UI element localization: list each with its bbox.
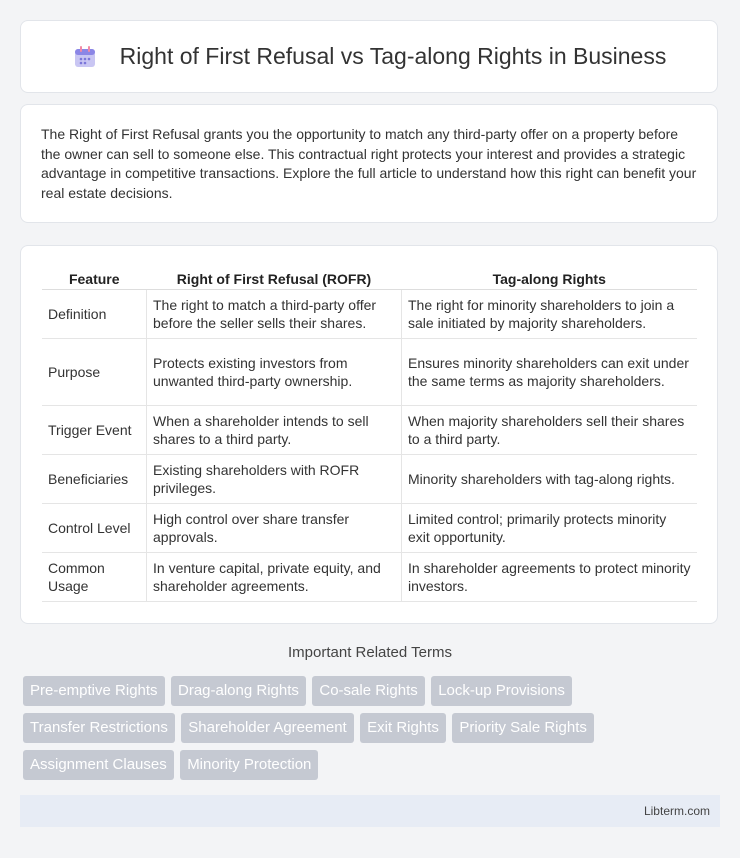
header-card	[20, 20, 718, 93]
calendar-icon	[72, 44, 98, 70]
row-feature: Definition	[42, 290, 147, 339]
row-tag-along: When majority shareholders sell their shares to a third party.	[402, 406, 698, 455]
row-rofr: In venture capital, private equity, and shareholder agreements.	[147, 553, 402, 602]
related-terms-title: Important Related Terms	[288, 644, 452, 661]
tag-lock-up-provisions[interactable]: Lock-up Provisions	[431, 676, 572, 706]
table-row	[42, 339, 697, 406]
related-terms-tags	[23, 676, 703, 787]
row-feature: Purpose	[42, 339, 147, 406]
comparison-table	[42, 266, 697, 602]
table-row	[42, 504, 697, 553]
tag-exit-rights[interactable]: Exit Rights	[360, 713, 446, 743]
header-feature: Feature	[42, 266, 147, 290]
row-tag-along: The right for minority shareholders to join a sale initiated by majority shareholders.	[402, 290, 698, 339]
page-title: Right of First Refusal vs Tag-along Rights in Business	[119, 43, 667, 69]
table-header-row	[42, 266, 697, 290]
comparison-table-card	[20, 245, 718, 624]
row-tag-along: In shareholder agreements to protect minority investors.	[402, 553, 698, 602]
row-rofr: Protects existing investors from unwanted third-party ownership.	[147, 339, 402, 406]
table-row	[42, 455, 697, 504]
row-feature: Beneficiaries	[42, 455, 147, 504]
tag-shareholder-agreement[interactable]: Shareholder Agreement	[181, 713, 353, 743]
row-rofr: High control over share transfer approvals.	[147, 504, 402, 553]
footer-brand[interactable]: Libterm.com	[643, 804, 710, 818]
related-terms-section	[20, 644, 720, 673]
intro-text: The Right of First Refusal grants you the opportunity to match any third-party offer on a property before the owner can sell to someone else. This contractual right protects your interest and provides a strategic advantage in competitive transactions. Explore the full article to understand how this right can benefit your real estate decisions.	[41, 126, 697, 201]
table-row	[42, 553, 697, 602]
row-feature: Common Usage	[42, 553, 147, 602]
tag-minority-protection[interactable]: Minority Protection	[180, 750, 318, 780]
tag-priority-sale-rights[interactable]: Priority Sale Rights	[452, 713, 594, 743]
row-tag-along: Minority shareholders with tag-along rights.	[402, 455, 698, 504]
row-rofr: Existing shareholders with ROFR privileges.	[147, 455, 402, 504]
row-rofr: The right to match a third-party offer before the seller sells their shares.	[147, 290, 402, 339]
row-rofr: When a shareholder intends to sell shares to a third party.	[147, 406, 402, 455]
tag-drag-along-rights[interactable]: Drag-along Rights	[171, 676, 306, 706]
footer	[20, 795, 720, 827]
row-tag-along: Ensures minority shareholders can exit under the same terms as majority shareholders.	[402, 339, 698, 406]
tag-assignment-clauses[interactable]: Assignment Clauses	[23, 750, 174, 780]
table-row	[42, 406, 697, 455]
row-feature: Trigger Event	[42, 406, 147, 455]
tag-transfer-restrictions[interactable]: Transfer Restrictions	[23, 713, 175, 743]
table-row	[42, 290, 697, 339]
header-tag-along: Tag-along Rights	[402, 266, 698, 290]
intro-card	[20, 104, 718, 223]
header-rofr: Right of First Refusal (ROFR)	[147, 266, 402, 290]
tag-pre-emptive-rights[interactable]: Pre-emptive Rights	[23, 676, 165, 706]
tag-co-sale-rights[interactable]: Co-sale Rights	[312, 676, 424, 706]
row-feature: Control Level	[42, 504, 147, 553]
row-tag-along: Limited control; primarily protects minority exit opportunity.	[402, 504, 698, 553]
